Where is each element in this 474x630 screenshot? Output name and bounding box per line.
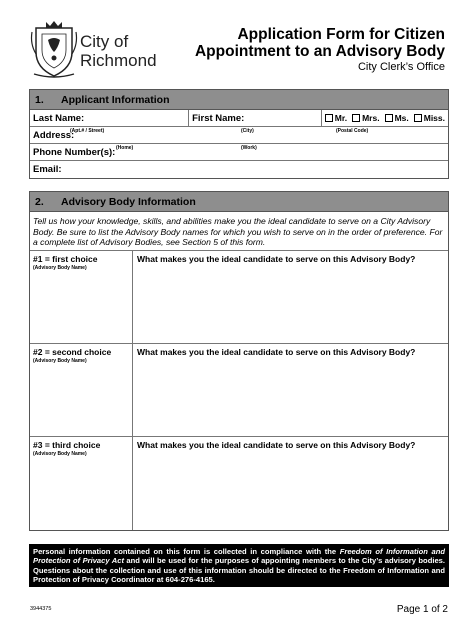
- choice-row-1: [30, 251, 448, 344]
- section-header: [30, 90, 448, 110]
- advisory-body-name-field[interactable]: [30, 251, 133, 343]
- applicant-information-section: [29, 89, 449, 179]
- page-number: Page 1 of 2: [396, 604, 448, 615]
- address-street-hint: (Apt.# / Street): [70, 128, 105, 134]
- choice-row-2: [30, 344, 448, 437]
- candidate-answer-field[interactable]: [133, 437, 448, 530]
- address-postal-hint: (Postal Code): [336, 128, 369, 134]
- phone-work-hint: (Work): [241, 145, 257, 151]
- logo-text-line2: Richmond: [80, 51, 157, 70]
- section-number: 1.: [35, 93, 44, 106]
- phone-row[interactable]: [30, 144, 448, 161]
- advisory-body-name-field[interactable]: [30, 437, 133, 530]
- section-number: 2.: [35, 195, 44, 208]
- email-field[interactable]: [30, 161, 448, 178]
- name-row: [30, 110, 448, 127]
- logo-text-line1: City of: [80, 32, 129, 51]
- mr-label: Mr.: [334, 113, 348, 123]
- form-subtitle: City Clerk’s Office: [357, 61, 445, 73]
- first-name-label: First Name:: [192, 112, 245, 124]
- choice-hint: (Advisory Body Name): [33, 451, 87, 457]
- choice-row-3: [30, 437, 448, 530]
- section-title: Advisory Body Information: [61, 195, 196, 208]
- advisory-body-section: [29, 191, 449, 531]
- phone-home-hint: (Home): [116, 145, 134, 151]
- phone-field[interactable]: [30, 144, 448, 160]
- email-row[interactable]: [30, 161, 448, 178]
- privacy-notice: [29, 544, 449, 587]
- mr-checkbox[interactable]: [325, 114, 333, 122]
- section-instructions: Tell us how your knowledge, skills, and abilities make you the ideal candidate to serve on a City Advisory Body. Be sure to list the Advisory Body names for which you wish to serve on in the order of preference. For a complete list of Advisory Bodies, see Section 5 of this form.: [30, 212, 448, 251]
- advisory-body-name-field[interactable]: [30, 344, 133, 436]
- form-title: [195, 26, 445, 60]
- first-name-field[interactable]: [189, 110, 322, 126]
- notice-act-name: Freedom of Information and Protection of Privacy Act: [33, 547, 445, 566]
- miss-checkbox[interactable]: [414, 114, 422, 122]
- notice-text-1: Personal information contained on this form is collected in compliance with the: [33, 547, 340, 556]
- mrs-checkbox[interactable]: [352, 114, 360, 122]
- choice-question: What makes you the ideal candidate to serve on this Advisory Body?: [137, 347, 416, 357]
- address-label: Address:: [33, 129, 75, 141]
- choice-hint: (Advisory Body Name): [33, 358, 87, 364]
- candidate-answer-field[interactable]: [133, 251, 448, 343]
- phone-label: Phone Number(s):: [33, 146, 116, 158]
- choice-question: What makes you the ideal candidate to serve on this Advisory Body?: [137, 254, 416, 264]
- miss-label: Miss.: [423, 113, 445, 123]
- notice-text-2: and will be used for the purposes of appointing members to the City’s advisory bodies. Questions about the collection and use of this information should be directed to the Freedom of Information and Protection of Privacy Coordinator at 604-276-4165.: [33, 556, 446, 585]
- choice-label: #3 = third choice: [33, 440, 101, 450]
- address-city-hint: (City): [241, 128, 254, 134]
- last-name-label: Last Name:: [33, 112, 85, 124]
- form-title-line1: Application Form for Citizen: [237, 26, 445, 43]
- ms-label: Ms.: [394, 113, 409, 123]
- form-title-line2: Appointment to an Advisory Body: [194, 43, 445, 60]
- city-crest-logo: [28, 18, 80, 80]
- choice-hint: (Advisory Body Name): [33, 265, 87, 271]
- section-header: [30, 192, 448, 212]
- choice-label: #2 = second choice: [33, 347, 112, 357]
- section-title: Applicant Information: [61, 93, 170, 106]
- form-number: 3944375: [30, 606, 52, 612]
- candidate-answer-field[interactable]: [133, 344, 448, 436]
- address-row[interactable]: [30, 127, 448, 144]
- address-field[interactable]: [30, 127, 448, 143]
- ms-checkbox[interactable]: [385, 114, 393, 122]
- mrs-label: Mrs.: [362, 113, 380, 123]
- last-name-field[interactable]: [30, 110, 189, 126]
- salutation-options: [322, 110, 448, 126]
- logo-wordmark: [80, 32, 157, 70]
- choice-label: #1 = first choice: [33, 254, 98, 264]
- email-label: Email:: [33, 164, 62, 175]
- choice-question: What makes you the ideal candidate to serve on this Advisory Body?: [137, 440, 416, 450]
